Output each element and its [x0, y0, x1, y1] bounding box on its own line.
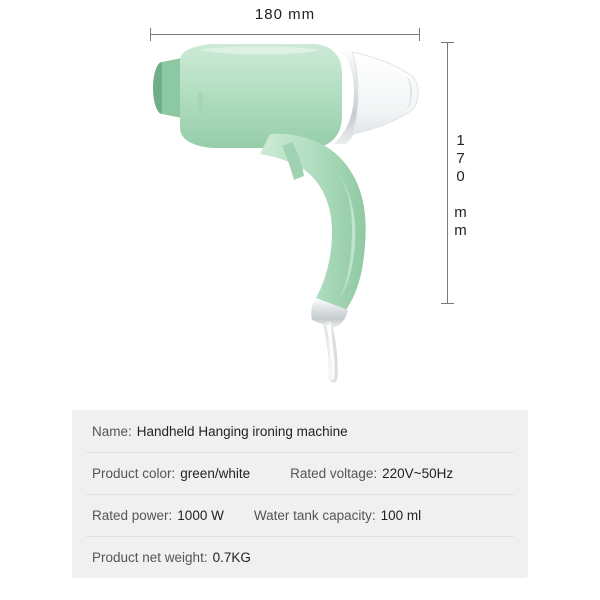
spec-field-rated-voltage	[290, 466, 453, 481]
height-dimension-line	[447, 42, 448, 304]
specifications-panel	[72, 410, 528, 578]
steamer-handle	[260, 134, 366, 310]
spec-label-net-weight: Product net weight:	[92, 549, 208, 565]
spec-label-rated-power: Rated power:	[92, 507, 173, 523]
body-button[interactable]	[198, 92, 203, 114]
spec-value-product-color: green/white	[180, 465, 251, 481]
steamer-body	[180, 44, 342, 148]
spec-value-rated-power: 1000 W	[177, 507, 224, 523]
spec-field-net-weight	[92, 550, 251, 565]
height-dimension-label: 170 mm	[452, 132, 469, 240]
spec-row-name	[72, 410, 528, 452]
spec-row-net-weight	[72, 536, 528, 578]
spec-label-product-color: Product color:	[92, 465, 176, 481]
spec-field-rated-power	[92, 508, 224, 523]
steamer-illustration	[120, 30, 440, 390]
height-dimension-top-tick	[441, 42, 454, 43]
steam-head	[352, 52, 418, 134]
spec-value-name: Handheld Hanging ironing machine	[136, 423, 348, 439]
spec-field-water-tank-capacity	[254, 508, 421, 523]
spec-field-product-color	[92, 466, 250, 481]
width-dimension-label: 180 mm	[254, 6, 316, 23]
spec-row-power-capacity	[72, 494, 528, 536]
spec-row-color-voltage	[72, 452, 528, 494]
spec-label-water-tank-capacity: Water tank capacity:	[253, 507, 376, 523]
product-image	[120, 30, 440, 390]
spec-label-rated-voltage: Rated voltage:	[290, 465, 378, 481]
spec-label-name: Name:	[92, 423, 132, 439]
spec-value-water-tank-capacity: 100 ml	[380, 507, 422, 523]
spec-value-net-weight: 0.7KG	[212, 549, 251, 565]
spec-field-name	[92, 424, 348, 439]
spec-value-rated-voltage: 220V~50Hz	[382, 465, 454, 481]
height-dimension-bottom-tick	[441, 303, 454, 304]
